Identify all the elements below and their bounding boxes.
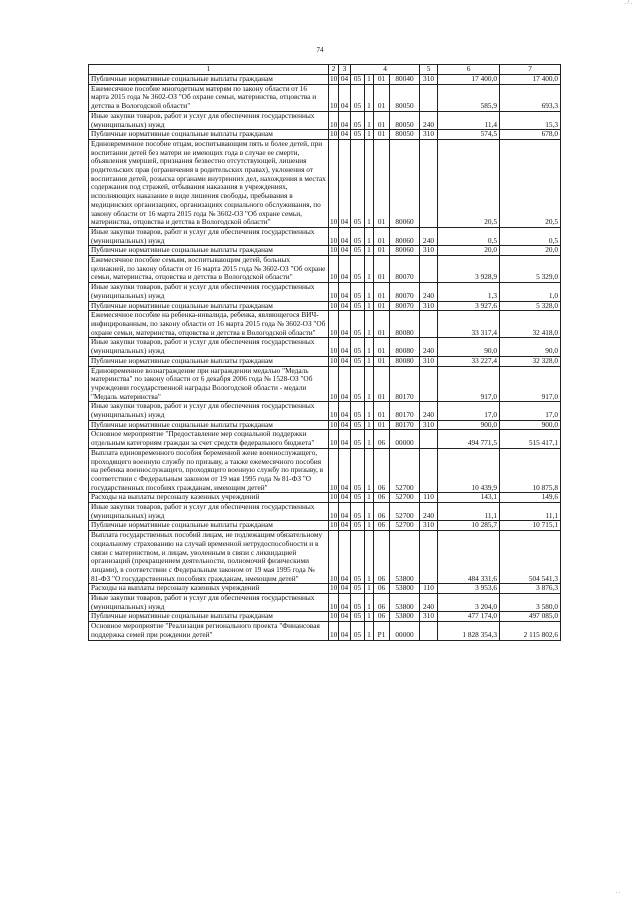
scan-corner-mark: . / .	[624, 0, 632, 6]
row-k4-cell: 80060	[390, 139, 420, 227]
row-c3-cell: 04	[339, 75, 351, 85]
row-c5-cell: 240	[420, 338, 438, 356]
row-c7-cell: 11,1	[500, 503, 561, 521]
row-c5-cell: 310	[420, 301, 438, 311]
row-k2-cell: 1	[365, 521, 374, 531]
row-c3-cell: 04	[339, 111, 351, 129]
row-c6-cell: 20,0	[438, 246, 500, 256]
table-row	[89, 503, 561, 521]
row-c5-cell	[420, 531, 438, 584]
row-c2-cell: 10	[329, 311, 339, 338]
row-k3-cell: 06	[374, 493, 390, 503]
row-c3-cell: 04	[339, 420, 351, 430]
row-name-cell: Публичные нормативные социальные выплаты гражданам	[89, 75, 329, 85]
header-cell: 5	[420, 65, 438, 75]
table-row	[89, 493, 561, 503]
row-name-cell: Основное мероприятие "Предоставление мер социальной поддержки отдельным категориям граждан за счет средств федерального бюджета"	[89, 430, 329, 448]
row-k1-cell: 05	[351, 130, 365, 140]
row-c7-cell: 5 329,0	[500, 256, 561, 283]
row-name-cell: Публичные нормативные социальные выплаты гражданам	[89, 301, 329, 311]
table-row	[89, 594, 561, 612]
row-c5-cell: 310	[420, 521, 438, 531]
row-k4-cell: 80070	[390, 301, 420, 311]
row-c6-cell: 3 927,6	[438, 301, 500, 311]
row-c6-cell: 574,5	[438, 130, 500, 140]
row-c6-cell: 143,1	[438, 493, 500, 503]
row-c2-cell: 10	[330, 420, 338, 429]
row-k1-cell: 05	[351, 283, 365, 301]
row-name-cell: Публичные нормативные социальные выплаты гражданам	[89, 246, 329, 256]
row-c5-cell: 310	[420, 356, 438, 366]
row-c3-cell: 04	[339, 448, 351, 493]
row-c3-cell: 04	[339, 503, 351, 521]
row-c7-cell: 32 328,0	[500, 356, 561, 366]
row-c6-cell: 20,5	[438, 139, 500, 227]
row-c2-cell: 10	[329, 227, 339, 245]
row-c3-cell: 04	[339, 584, 351, 594]
row-k1-cell: 05	[351, 139, 365, 227]
row-c3-cell: 04	[339, 521, 351, 531]
row-k3-cell: 01	[374, 366, 390, 402]
row-name-cell: Ежемесячное пособие многодетным матерям по закону области от 16 марта 2015 года № 3602-ОЗ "Об охране семьи, материнства, отцовства и детства в Вологодской области"	[89, 84, 329, 111]
row-k4-cell: 80070	[390, 256, 420, 283]
row-c3-cell: 04	[339, 139, 351, 227]
row-c7-cell: 3 876,3	[500, 584, 561, 594]
row-c5-cell	[420, 311, 438, 338]
row-c2-cell: 10	[330, 129, 338, 139]
row-c6-cell: 477 174,0	[438, 612, 500, 622]
table-row	[89, 139, 561, 227]
row-k4-cell: 80170	[390, 366, 420, 402]
row-k2-cell: 1	[365, 402, 374, 420]
row-c6-cell: 0,5	[438, 227, 500, 245]
row-c2-cell: 10	[330, 492, 338, 502]
row-c7-cell: 149,6	[500, 493, 561, 503]
row-k2-cell: 1	[365, 612, 374, 622]
row-c5-cell: 310	[420, 130, 438, 140]
row-c2-cell: 10	[329, 139, 339, 227]
row-k4-cell: 52700	[390, 521, 420, 531]
row-k4-cell: 80060	[390, 246, 420, 256]
row-c3-cell: 04	[339, 622, 351, 640]
table-row	[89, 338, 561, 356]
row-c3-cell: 04	[339, 356, 351, 366]
row-name-cell: Публичные нормативные социальные выплаты гражданам	[89, 521, 329, 531]
row-c2-cell: 10	[329, 622, 339, 640]
row-c5-cell	[420, 256, 438, 283]
row-k2-cell: 1	[365, 493, 374, 503]
row-k2-cell: 1	[365, 338, 374, 356]
row-c2-cell: 10	[330, 520, 338, 530]
table-row	[89, 448, 561, 493]
row-c5-cell: 240	[420, 283, 438, 301]
row-c7-cell: 497 085,0	[500, 612, 561, 622]
row-k2-cell: 1	[365, 139, 374, 227]
row-k2-cell: 1	[365, 75, 374, 85]
row-k4-cell: 80170	[390, 402, 420, 420]
header-cell: 4	[351, 65, 420, 75]
row-k2-cell: 1	[365, 301, 374, 311]
row-k2-cell: 1	[365, 584, 374, 594]
row-c6-cell: 3 204,0	[438, 594, 500, 612]
row-c7-cell: 20,0	[500, 246, 561, 256]
row-name-cell: Расходы на выплаты персоналу казенных учреждений	[89, 493, 329, 503]
row-name-cell: Иные закупки товаров, работ и услуг для обеспечения государственных (муниципальных) нужд	[89, 503, 329, 521]
row-k2-cell: 1	[365, 531, 374, 584]
header-cell: 6	[438, 65, 500, 75]
row-c2-cell: 10	[329, 338, 339, 356]
table-row	[89, 311, 561, 338]
row-c3-cell: 04	[339, 430, 351, 448]
table-row	[89, 130, 561, 140]
row-k3-cell: 06	[374, 612, 390, 622]
row-k1-cell: 05	[351, 366, 365, 402]
table-row	[89, 420, 561, 430]
row-c5-cell: 310	[420, 612, 438, 622]
row-c6-cell: 10 285,7	[438, 521, 500, 531]
row-c2-cell: 10	[329, 283, 339, 301]
row-k1-cell: 05	[351, 301, 365, 311]
row-k4-cell: 53800	[390, 612, 420, 622]
row-k2-cell: 1	[365, 594, 374, 612]
table-row	[89, 430, 561, 448]
row-k1-cell: 05	[351, 622, 365, 640]
row-k3-cell: 06	[374, 584, 390, 594]
row-c7-cell: 90,0	[500, 338, 561, 356]
row-k2-cell: 1	[365, 356, 374, 366]
row-k1-cell: 05	[351, 493, 365, 503]
row-name-cell: Иные закупки товаров, работ и услуг для обеспечения государственных (муниципальных) нужд	[89, 111, 329, 129]
table-row	[89, 75, 561, 85]
row-k2-cell: 1	[365, 420, 374, 430]
row-c3-cell: 04	[339, 227, 351, 245]
row-c7-cell: 504 541,3	[500, 531, 561, 584]
row-c6-cell: 585,9	[438, 84, 500, 111]
table-row	[89, 84, 561, 111]
row-c5-cell: 240	[420, 503, 438, 521]
row-c3-cell: 04	[339, 84, 351, 111]
table-row	[89, 521, 561, 531]
row-c2-cell: 10	[329, 430, 339, 448]
row-k3-cell: 01	[374, 283, 390, 301]
row-c7-cell: 20,5	[500, 139, 561, 227]
row-k3-cell: 01	[374, 246, 390, 256]
row-c5-cell: 240	[420, 594, 438, 612]
row-c3-cell: 04	[339, 130, 351, 140]
row-k3-cell: 01	[374, 402, 390, 420]
row-c7-cell: 1,0	[500, 283, 561, 301]
row-name-cell: Публичные нормативные социальные выплаты гражданам	[89, 130, 329, 140]
row-c6-cell: 1,3	[438, 283, 500, 301]
row-k4-cell: 53800	[390, 531, 420, 584]
row-k3-cell: 01	[374, 301, 390, 311]
row-k3-cell: 06	[374, 531, 390, 584]
row-c6-cell: 33 317,4	[438, 311, 500, 338]
row-c6-cell: 900,0	[438, 420, 500, 430]
row-c7-cell: 10 715,1	[500, 521, 561, 531]
row-k1-cell: 05	[351, 311, 365, 338]
row-k1-cell: 05	[351, 227, 365, 245]
row-k4-cell: 52700	[390, 503, 420, 521]
row-k3-cell: 01	[374, 75, 390, 85]
row-c5-cell: 110	[420, 493, 438, 503]
table-row	[89, 531, 561, 584]
row-c5-cell	[420, 366, 438, 402]
row-k1-cell: 05	[351, 256, 365, 283]
row-k2-cell: 1	[365, 246, 374, 256]
row-k4-cell: 80080	[390, 356, 420, 366]
row-c2-cell: 10	[329, 531, 339, 584]
row-k2-cell: 1	[365, 84, 374, 111]
row-name-cell: Иные закупки товаров, работ и услуг для обеспечения государственных (муниципальных) нужд	[89, 283, 329, 301]
row-k3-cell: 01	[374, 311, 390, 338]
row-k4-cell: 80060	[390, 227, 420, 245]
row-c2-cell: 10	[329, 594, 339, 612]
row-k3-cell: 06	[374, 448, 390, 493]
row-k3-cell: P1	[374, 622, 390, 640]
row-c2-cell: 10	[330, 245, 338, 255]
row-c5-cell: 110	[420, 584, 438, 594]
row-k1-cell: 05	[351, 402, 365, 420]
row-c6-cell: 10 439,9	[438, 448, 500, 493]
row-c6-cell: 90,0	[438, 338, 500, 356]
row-c7-cell: 0,5	[500, 227, 561, 245]
row-name-cell: Публичные нормативные социальные выплаты гражданам	[89, 612, 329, 622]
row-name-cell: Выплата государственных пособий лицам, не подлежащим обязательному социальному страхованию на случай временной нетрудоспособности и в связи с материнством, и лицам, уволенным в связи с ликвидацией организаций (прекращением деятельности, полномочий физическими лицами), в соответствии с Федеральным законом от 19 мая 1995 года № 81-ФЗ "О государственных пособиях гражданам, имеющим детей"	[89, 531, 329, 584]
table-row	[89, 256, 561, 283]
row-c5-cell: 310	[420, 246, 438, 256]
row-c3-cell: 04	[339, 531, 351, 584]
row-name-cell: Иные закупки товаров, работ и услуг для обеспечения государственных (муниципальных) нужд	[89, 402, 329, 420]
row-k4-cell: 52700	[390, 493, 420, 503]
row-c6-cell: 3 953,6	[438, 584, 500, 594]
row-name-cell: Публичные нормативные социальные выплаты гражданам	[89, 420, 329, 430]
row-c2-cell: 10	[330, 74, 338, 83]
row-k4-cell: 53800	[390, 584, 420, 594]
row-k2-cell: 1	[365, 366, 374, 402]
row-k3-cell: 06	[374, 594, 390, 612]
row-k1-cell: 05	[351, 448, 365, 493]
row-k2-cell: 1	[365, 448, 374, 493]
table-row	[89, 622, 561, 640]
row-k4-cell: 00000	[390, 622, 420, 640]
row-c5-cell: 310	[420, 75, 438, 85]
row-k3-cell: 01	[374, 111, 390, 129]
row-c7-cell: 515 417,1	[500, 430, 561, 448]
row-c2-cell: 10	[329, 256, 339, 283]
row-c2-cell: 10	[330, 583, 338, 593]
table-row	[89, 612, 561, 622]
row-c2-cell: 10	[330, 356, 338, 365]
row-k4-cell: 80050	[390, 130, 420, 140]
row-c5-cell: 310	[420, 420, 438, 430]
row-k4-cell: 80050	[390, 84, 420, 111]
row-c3-cell: 04	[339, 402, 351, 420]
row-c6-cell: 17 400,0	[438, 75, 500, 85]
row-c2-cell: 10	[330, 301, 338, 310]
row-c5-cell: 240	[420, 111, 438, 129]
row-name-cell: Расходы на выплаты персоналу казенных учреждений	[89, 584, 329, 594]
row-c2-cell: 10	[330, 611, 338, 621]
row-k2-cell: 1	[365, 227, 374, 245]
table-row	[89, 301, 561, 311]
row-c7-cell: 32 418,0	[500, 311, 561, 338]
row-name-cell: Единовременное пособие отцам, воспитывающим пять и более детей, при воспитании детей без матери не имеющих года в случае ее смерти, объявления умершей, признания безвестно отсутствующей, лишения родительских прав (ограничения в родительских правах), уклонения от воспитания детей, розыска органами внутренних дел, нахождения в местах содержания под стражей, отбывания наказания в учреждениях, исполняющих наказание в виде лишения свободы, пребывания в медицинских организациях, организациях социального обслуживания, по закону области от 16 марта 2015 года № 3602-ОЗ "Об охране семьи, материнства, отцовства и детства в Вологодской области"	[89, 139, 329, 227]
row-k1-cell: 05	[351, 430, 365, 448]
row-name-cell: Ежемесячное пособие семьям, воспитывающим детей, больных целиакией, по закону области от 16 марта 2015 года № 3602-ОЗ "Об охране семьи, материнства, отцовства и детства в Вологодской области"	[89, 256, 329, 283]
row-c5-cell	[420, 139, 438, 227]
header-cell: 2	[329, 65, 339, 75]
row-c7-cell: 17,0	[500, 402, 561, 420]
row-c6-cell: 494 771,5	[438, 430, 500, 448]
row-k3-cell: 06	[374, 503, 390, 521]
row-c7-cell: 2 115 802,6	[500, 622, 561, 640]
row-k1-cell: 05	[351, 75, 365, 85]
row-c6-cell: 917,0	[438, 366, 500, 402]
row-k2-cell: 1	[365, 430, 374, 448]
row-k2-cell: 1	[365, 311, 374, 338]
row-c7-cell: 917,0	[500, 366, 561, 402]
table-row	[89, 283, 561, 301]
row-k3-cell: 01	[374, 227, 390, 245]
row-k1-cell: 05	[351, 584, 365, 594]
row-k3-cell: 06	[374, 521, 390, 531]
page-number: 74	[316, 46, 324, 54]
table-body	[89, 75, 561, 641]
row-c7-cell: 10 875,8	[500, 448, 561, 493]
row-c7-cell: 5 328,0	[500, 301, 561, 311]
row-c3-cell: 04	[339, 594, 351, 612]
table-row	[89, 402, 561, 420]
row-k3-cell: 06	[374, 430, 390, 448]
row-c3-cell: 04	[339, 338, 351, 356]
budget-table	[88, 64, 561, 641]
row-c5-cell	[420, 430, 438, 448]
table-row	[89, 227, 561, 245]
table-row	[89, 356, 561, 366]
row-k2-cell: 1	[365, 256, 374, 283]
row-k1-cell: 05	[351, 420, 365, 430]
row-k1-cell: 05	[351, 531, 365, 584]
row-name-cell: Основное мероприятие "Реализация регионального проекта "Финансовая поддержка семей при рождении детей"	[89, 622, 329, 640]
header-cell: 1	[89, 65, 329, 75]
row-k1-cell: 05	[351, 356, 365, 366]
row-k2-cell: 1	[365, 111, 374, 129]
row-c7-cell: 900,0	[500, 420, 561, 430]
row-k3-cell: 01	[374, 356, 390, 366]
row-k4-cell: 80050	[390, 111, 420, 129]
row-k1-cell: 05	[351, 612, 365, 622]
row-k2-cell: 1	[365, 130, 374, 140]
header-cell: 7	[500, 65, 561, 75]
row-c3-cell: 04	[339, 256, 351, 283]
table-header-row	[89, 65, 561, 75]
row-c3-cell: 04	[339, 366, 351, 402]
row-name-cell: Иные закупки товаров, работ и услуг для обеспечения государственных (муниципальных) нужд	[89, 594, 329, 612]
row-k4-cell: 52700	[390, 448, 420, 493]
row-c2-cell: 10	[329, 366, 339, 402]
row-c2-cell: 10	[329, 402, 339, 420]
row-c5-cell	[420, 84, 438, 111]
row-c6-cell: 33 227,4	[438, 356, 500, 366]
row-c2-cell: 10	[329, 111, 339, 129]
row-k1-cell: 05	[351, 84, 365, 111]
row-c5-cell: 240	[420, 227, 438, 245]
row-k4-cell: 80080	[390, 311, 420, 338]
row-name-cell: Ежемесячное пособие на ребенка-инвалида, ребенка, являющегося ВИЧ-инфицированным, по закону области от 16 марта 2015 года № 3602-ОЗ "Об охране семьи, материнства, отцовства и детства в Вологодской области"	[89, 311, 329, 338]
row-k3-cell: 01	[374, 420, 390, 430]
row-name-cell: Иные закупки товаров, работ и услуг для обеспечения государственных (муниципальных) нужд	[89, 338, 329, 356]
row-c7-cell: 3 580,0	[500, 594, 561, 612]
row-c3-cell: 04	[339, 612, 351, 622]
row-name-cell: Иные закупки товаров, работ и услуг для обеспечения государственных (муниципальных) нужд	[89, 227, 329, 245]
row-c7-cell: 693,3	[500, 84, 561, 111]
scan-footer-mark: . .	[615, 889, 620, 895]
row-c3-cell: 04	[339, 246, 351, 256]
row-c2-cell: 10	[329, 84, 339, 111]
row-c5-cell	[420, 448, 438, 493]
row-k3-cell: 01	[374, 130, 390, 140]
row-k3-cell: 01	[374, 84, 390, 111]
row-c3-cell: 04	[339, 493, 351, 503]
row-c2-cell: 10	[329, 503, 339, 521]
row-c6-cell: 3 928,9	[438, 256, 500, 283]
row-k1-cell: 05	[351, 338, 365, 356]
row-c3-cell: 04	[339, 283, 351, 301]
row-k1-cell: 05	[351, 521, 365, 531]
row-c6-cell: 484 331,6	[438, 531, 500, 584]
row-c6-cell: 11,1	[438, 503, 500, 521]
row-k1-cell: 05	[351, 594, 365, 612]
row-c2-cell: 10	[329, 448, 339, 493]
row-k1-cell: 05	[351, 111, 365, 129]
row-k4-cell: 80040	[390, 75, 420, 85]
row-c6-cell: 1 828 354,3	[438, 622, 500, 640]
row-c6-cell: 11,4	[438, 111, 500, 129]
table-row	[89, 111, 561, 129]
row-name-cell: Выплата единовременного пособия беременной жене военнослужащего, проходящего военную службу по призыву, а также ежемесячного пособия на ребенка военнослужащего, проходящего военную службу по призыву, в соответствии с Федеральным законом от 19 мая 1995 года № 81-ФЗ "О государственных пособиях гражданам, имеющим детей"	[89, 448, 329, 493]
row-k2-cell: 1	[365, 503, 374, 521]
row-c6-cell: 17,0	[438, 402, 500, 420]
header-cell: 3	[339, 65, 351, 75]
row-c7-cell: 17 400,0	[500, 75, 561, 85]
row-k4-cell: 53800	[390, 594, 420, 612]
row-k2-cell: 1	[365, 622, 374, 640]
row-k3-cell: 01	[374, 139, 390, 227]
row-c3-cell: 04	[339, 301, 351, 311]
table-row	[89, 246, 561, 256]
row-k4-cell: 00000	[390, 430, 420, 448]
row-c5-cell	[420, 622, 438, 640]
row-c5-cell: 240	[420, 402, 438, 420]
row-k3-cell: 01	[374, 338, 390, 356]
row-name-cell: Единовременное вознаграждение при награждении медалью "Медаль материнства" по закону области от 6 декабря 2006 года № 1528-ОЗ "Об учреждении государственной награды Вологодской области - медали "Медаль материнства"	[89, 366, 329, 402]
row-k2-cell: 1	[365, 283, 374, 301]
row-c7-cell: 678,0	[500, 130, 561, 140]
table-row	[89, 366, 561, 402]
table-row	[89, 584, 561, 594]
row-k1-cell: 05	[351, 246, 365, 256]
row-k3-cell: 01	[374, 256, 390, 283]
row-name-cell: Публичные нормативные социальные выплаты гражданам	[89, 356, 329, 366]
row-k4-cell: 80170	[390, 420, 420, 430]
row-k1-cell: 05	[351, 503, 365, 521]
row-c7-cell: 15,3	[500, 111, 561, 129]
row-k4-cell: 80080	[390, 338, 420, 356]
row-c3-cell: 04	[339, 311, 351, 338]
row-k4-cell: 80070	[390, 283, 420, 301]
